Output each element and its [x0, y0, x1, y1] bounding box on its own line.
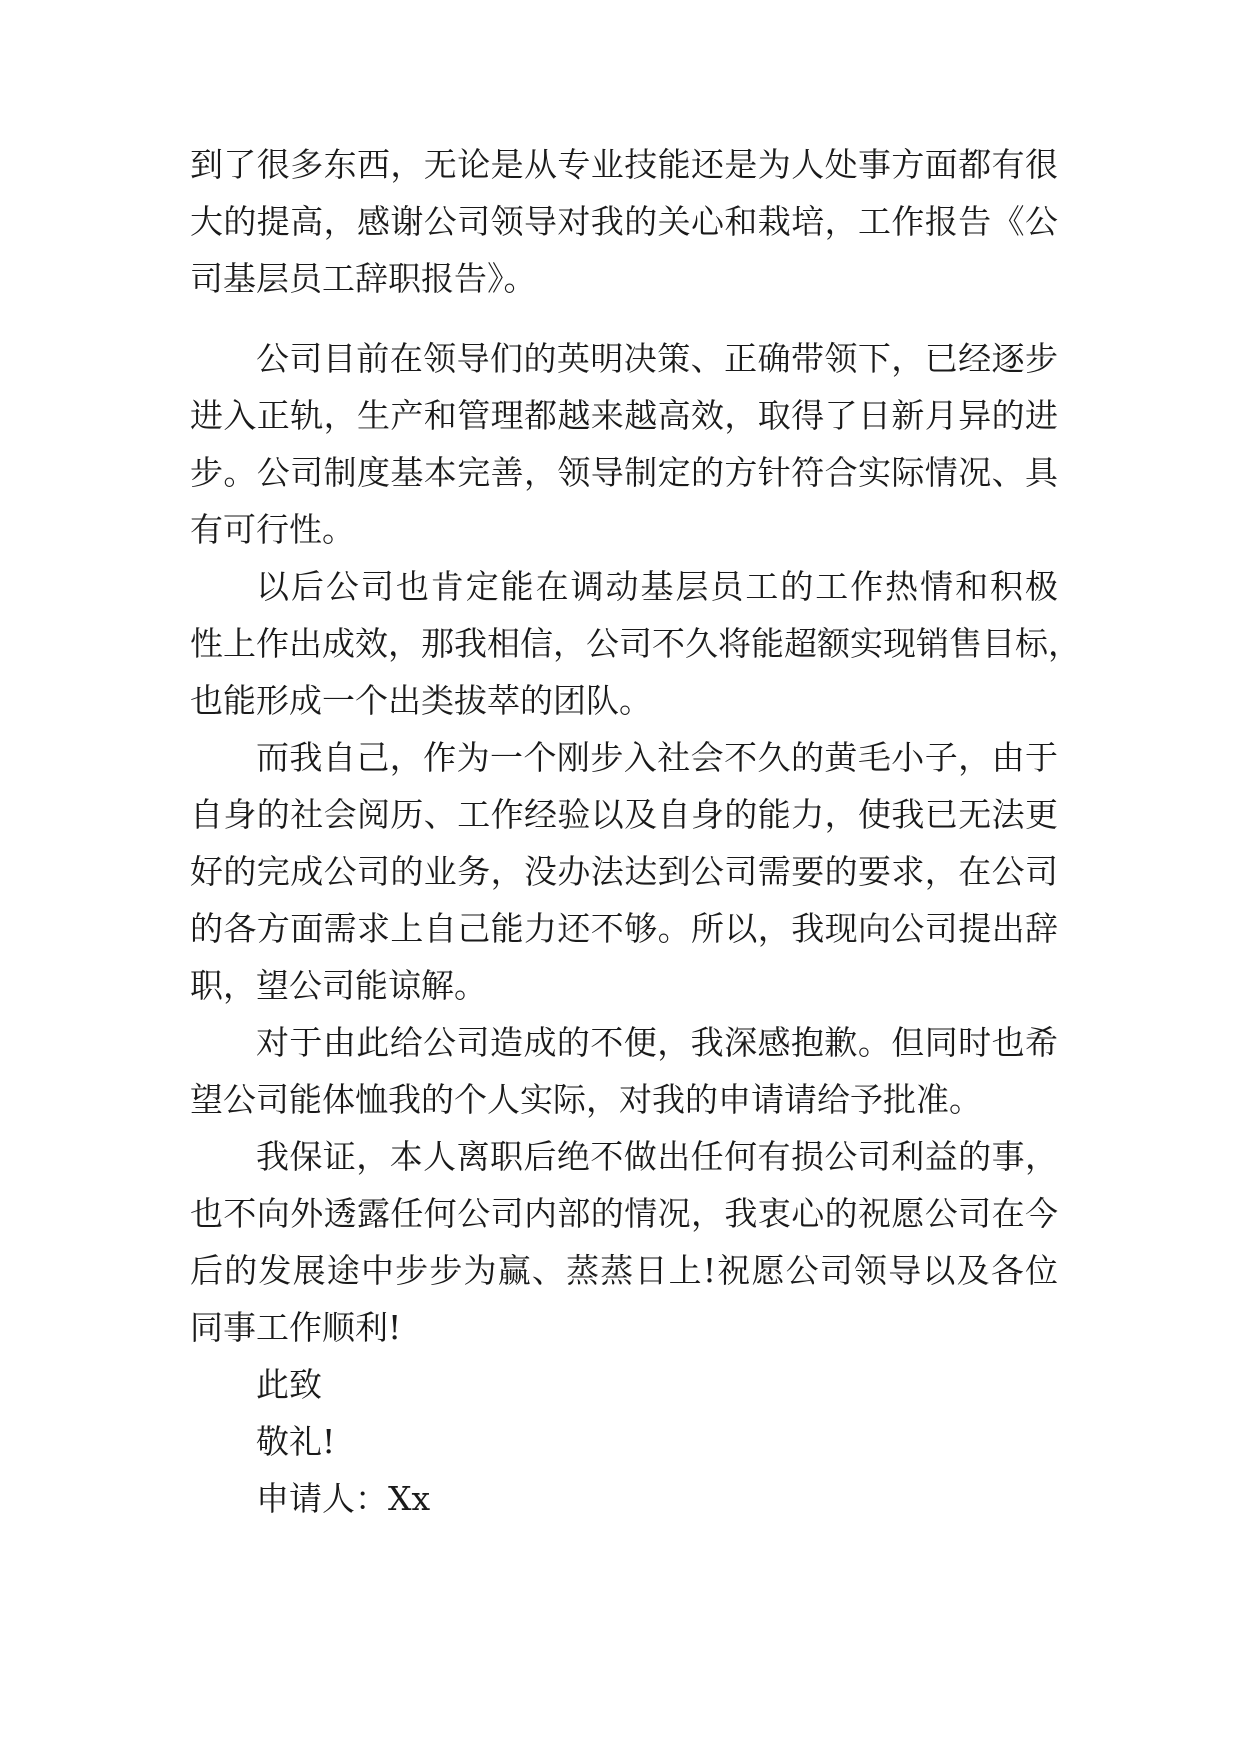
text-line: 后的发展途中步步为赢、蒸蒸日上!祝愿公司领导以及各位: [190, 1251, 1058, 1290]
text-line: 对于由此给公司造成的不便，我深感抱歉。但同时也希: [256, 1023, 1058, 1062]
text-line: 职，望公司能谅解。: [190, 966, 487, 1005]
closing-regards: 敬礼!: [256, 1422, 336, 1461]
closing-salutation: 此致: [256, 1365, 322, 1404]
text-line: 以后公司也肯定能在调动基层员工的工作热情和积极: [256, 567, 1058, 606]
text-line: 也不向外透露任何公司内部的情况，我衷心的祝愿公司在今: [190, 1194, 1058, 1233]
text-line: 性上作出成效，那我相信，公司不久将能超额实现销售目标，: [190, 624, 1081, 663]
text-line: 同事工作顺利!: [190, 1308, 402, 1347]
text-line: 而我自己，作为一个刚步入社会不久的黄毛小子，由于: [256, 738, 1058, 777]
text-line: 有可行性。: [190, 510, 355, 549]
text-line: 我保证，本人离职后绝不做出任何有损公司利益的事，: [256, 1137, 1058, 1176]
applicant-signature: 申请人：Xx: [256, 1479, 431, 1518]
text-line: 公司目前在领导们的英明决策、正确带领下，已经逐步: [256, 339, 1058, 378]
text-line: 也能形成一个出类拔萃的团队。: [190, 681, 652, 720]
text-line: 望公司能体恤我的个人实际，对我的申请请给予批准。: [190, 1080, 982, 1119]
text-line: 大的提高，感谢公司领导对我的关心和栽培，工作报告《公: [190, 202, 1058, 241]
text-line: 步。公司制度基本完善，领导制定的方针符合实际情况、具: [190, 453, 1058, 492]
text-line: 的各方面需求上自己能力还不够。所以，我现向公司提出辞: [190, 909, 1058, 948]
text-line: 到了很多东西，无论是从专业技能还是为人处事方面都有很: [190, 145, 1058, 184]
text-line: 进入正轨，生产和管理都越来越高效，取得了日新月异的进: [190, 396, 1058, 435]
text-line: 好的完成公司的业务，没办法达到公司需要的要求，在公司: [190, 852, 1058, 891]
text-line: 司基层员工辞职报告》。: [190, 259, 537, 298]
text-line: 自身的社会阅历、工作经验以及自身的能力，使我已无法更: [190, 795, 1058, 834]
